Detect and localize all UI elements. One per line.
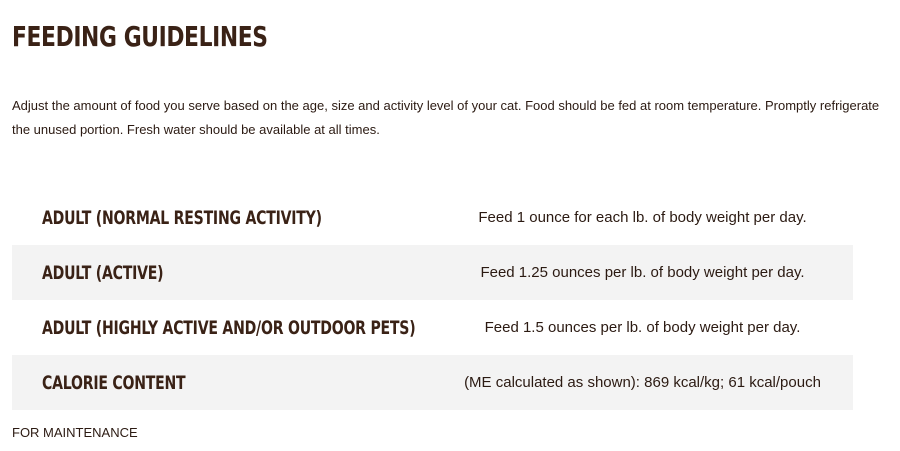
table-row: [12, 190, 853, 245]
feeding-table: [12, 190, 853, 410]
section-title: FEEDING GUIDELINES: [12, 20, 268, 53]
row-value: Feed 1.25 ounces per lb. of body weight per day.: [480, 264, 805, 281]
intro-paragraph: Adjust the amount of food you serve based on the age, size and activity level of your cat. Food should be fed at room temperature. Promptly refrigerate the unused portion. Fresh water should be available at all times.: [12, 98, 880, 137]
row-value: Feed 1 ounce for each lb. of body weight per day.: [478, 209, 807, 226]
row-label: [12, 262, 432, 284]
footer-note: FOR MAINTENANCE: [12, 425, 138, 440]
row-label: [12, 207, 432, 229]
row-label-text: CALORIE CONTENT: [42, 371, 186, 394]
table-row: [12, 245, 853, 300]
row-label-text: ADULT (NORMAL RESTING ACTIVITY): [42, 206, 322, 229]
row-label: [12, 372, 432, 394]
row-label-text: ADULT (ACTIVE): [42, 261, 164, 284]
row-value: (ME calculated as shown): 869 kcal/kg; 61 kcal/pouch: [464, 374, 821, 391]
table-row: [12, 300, 853, 355]
row-value: Feed 1.5 ounces per lb. of body weight per day.: [484, 319, 801, 336]
row-label-text: ADULT (HIGHLY ACTIVE AND/OR OUTDOOR PETS): [42, 316, 416, 339]
row-label: [12, 317, 432, 339]
table-row: [12, 355, 853, 410]
